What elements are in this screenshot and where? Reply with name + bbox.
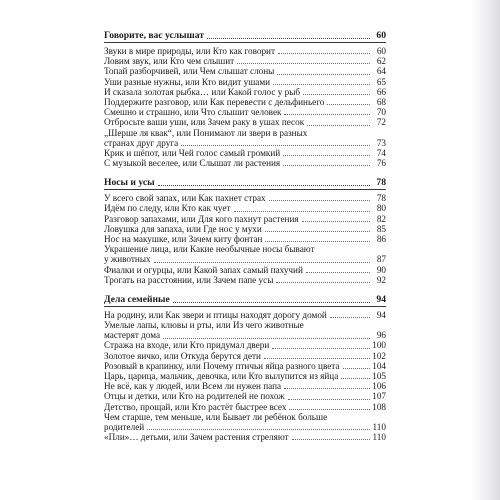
toc-entry[interactable] [104, 341, 386, 351]
toc-entry[interactable] [104, 351, 386, 361]
entry-page-number: 100 [372, 340, 386, 351]
toc-entry[interactable] [104, 422, 386, 432]
entry-title: Умелые лапы, клювы и рты, или Из чего животные [104, 320, 304, 331]
dot-leader [343, 368, 370, 369]
entry-title: Розовый в крапинку, или Почему птичьи яйца разного цвета [104, 360, 340, 371]
toc-entry[interactable] [104, 224, 386, 234]
toc-entry[interactable] [104, 117, 386, 127]
entry-title: Детство, прощай, или Кто растёт быстрее всех [104, 401, 287, 412]
toc-entry[interactable] [104, 138, 386, 148]
toc-entry[interactable] [104, 330, 386, 340]
entry-page-number: 73 [376, 137, 386, 148]
toc-entry[interactable] [104, 402, 386, 412]
dot-leader [292, 439, 370, 440]
entry-title: Уши разные нужны, или Кто видит ушами [104, 76, 271, 87]
dot-leader [272, 348, 370, 349]
entry-title: Трогать на расстоянии, или Зачем папе усы [104, 274, 274, 285]
toc-entry[interactable] [104, 203, 386, 213]
entry-title: Смешно и страшно, или Что слышит человек [104, 107, 282, 118]
section-title: Дела семейные [104, 293, 170, 305]
toc-entry[interactable] [104, 234, 386, 244]
toc-entry[interactable] [104, 87, 386, 97]
toc-entry[interactable] [104, 46, 386, 56]
dot-leader [277, 74, 370, 75]
dot-leader [303, 94, 370, 95]
entry-title: Топай разборчивей, или Чем слышат слоны [104, 66, 275, 77]
section-heading[interactable] [104, 294, 386, 305]
page-edge-shadow [472, 0, 500, 500]
entry-title: И сказала золотая рыбка… или Какой голос у рыб [104, 86, 301, 97]
entry-title: Фиалки и огурцы, или Какой запах самый пахучий [104, 264, 303, 275]
dot-leader [276, 282, 370, 283]
entry-page-number: 80 [376, 203, 386, 214]
entry-page-number: 65 [376, 76, 386, 87]
entry-page-number: 110 [372, 421, 386, 432]
toc-entry[interactable] [104, 107, 386, 117]
entry-page-number: 62 [376, 56, 386, 67]
toc-entry[interactable] [104, 148, 386, 158]
toc-entry-line[interactable] [104, 244, 386, 254]
section-page-number: 94 [376, 293, 386, 305]
dot-leader [269, 200, 370, 201]
entry-title: Чем старше, тем меньше, или Бывает ли ребёнок больше [104, 411, 328, 422]
toc-entry[interactable] [104, 391, 386, 401]
section-title: Говорите, вас услышат [104, 30, 204, 41]
toc-entry[interactable] [104, 381, 386, 391]
section-rule [104, 42, 386, 43]
entry-page-number: 82 [376, 213, 386, 224]
dot-leader [283, 165, 370, 166]
section-page-number: 60 [376, 30, 386, 41]
dot-leader [181, 145, 370, 146]
entry-page-number: 86 [376, 233, 386, 244]
entry-page-number: 108 [372, 401, 386, 412]
toc-entry[interactable] [104, 265, 386, 275]
toc-entry[interactable] [104, 361, 386, 371]
dot-leader [288, 399, 370, 400]
entry-title: На родину, или Как звери и птицы находят дорогу домой [104, 309, 327, 320]
entry-title: Украшение лица, или Какие необычные носы бывают [104, 244, 315, 255]
section-gap [104, 168, 386, 177]
dot-leader [234, 211, 371, 212]
section-title: Носы и усы [104, 177, 155, 189]
entry-page-number: 70 [376, 107, 386, 118]
dot-leader [278, 53, 370, 54]
entry-page-number: 104 [372, 360, 386, 371]
entry-title-continued: странах друг друга [104, 137, 179, 148]
entry-title: Стража на входе, или Кто придумал двери [104, 340, 270, 351]
dot-leader [207, 38, 370, 39]
toc-entry[interactable] [104, 158, 386, 168]
toc-entry[interactable] [104, 56, 386, 66]
entry-title: У всего свой запах, или Как пахнет страх [104, 193, 266, 204]
toc-entry[interactable] [104, 254, 386, 264]
dot-leader [237, 63, 370, 64]
entry-title: Не всё, как у людей, или Всем ли нужен папа [104, 381, 282, 392]
section-heading[interactable] [104, 30, 386, 41]
toc-entry[interactable] [104, 310, 386, 320]
toc-section [104, 177, 386, 285]
toc-section [104, 294, 386, 442]
entry-title: Крик и шёпот, или Чей голос самый громкий [104, 147, 281, 158]
entry-page-number: 90 [376, 264, 386, 275]
entry-page-number: 94 [376, 309, 386, 320]
entry-page-number: 74 [376, 147, 386, 158]
toc-entry[interactable] [104, 371, 386, 381]
entry-page-number: 64 [376, 66, 386, 77]
entry-title: Золотое яичко, или Откуда берутся дети [104, 350, 261, 361]
entry-page-number: 102 [372, 350, 386, 361]
entry-title: „Шерше ля квак“, или Понимают ли звери в разных [104, 127, 308, 138]
dot-leader [327, 104, 370, 105]
entry-page-number: 60 [376, 45, 386, 56]
toc-entry-line[interactable] [104, 128, 386, 138]
dot-leader [154, 262, 370, 263]
section-gap [104, 285, 386, 294]
entry-page-number: 107 [372, 391, 386, 402]
entry-title: Отбросьте ваши уши, или Зачем раку в ушах песок [104, 117, 305, 128]
dot-leader [173, 302, 370, 303]
section-rule [104, 306, 386, 307]
toc-entry[interactable] [104, 193, 386, 203]
dot-leader [284, 388, 370, 389]
entry-title-continued: у животных [104, 254, 151, 265]
dot-leader [264, 358, 370, 359]
section-page-number: 78 [376, 177, 386, 189]
dot-leader [158, 185, 370, 186]
dot-leader [284, 114, 370, 115]
section-heading[interactable] [104, 177, 386, 188]
entry-page-number: 105 [372, 371, 386, 382]
entry-page-number: 106 [372, 381, 386, 392]
entry-title: С музыкой веселее, или Слышат ли растения [104, 158, 281, 169]
toc-section [104, 30, 386, 168]
toc-entry[interactable] [104, 214, 386, 224]
entry-title: Звуки в мире природы, или Кто как говорит [104, 45, 275, 56]
dot-leader [306, 272, 370, 273]
entry-title-continued: мастерят дома [104, 330, 161, 341]
entry-title: Нос на макушке, или Зачем киту фонтан [104, 233, 263, 244]
dot-leader [289, 409, 370, 410]
toc-entry[interactable] [104, 432, 386, 442]
dot-leader [265, 231, 370, 232]
entry-page-number: 78 [376, 193, 386, 204]
entry-title: Ловим звук, или Кто чем слышит [104, 56, 235, 67]
toc-entry[interactable] [104, 66, 386, 76]
entry-title: Ловушка для запаха, или Где нос у мухи [104, 223, 262, 234]
dot-leader [330, 317, 370, 318]
toc-entry-line[interactable] [104, 412, 386, 422]
entry-title: Поддержите разговор, или Как перевести с дельфиньего [104, 96, 325, 107]
section-rule [104, 189, 386, 190]
entry-page-number: 96 [376, 330, 386, 341]
dot-leader [273, 84, 370, 85]
entry-title: «Пли»… детьми, или Зачем растения стреляют [104, 432, 289, 443]
dot-leader [302, 221, 370, 222]
dot-leader [283, 155, 370, 156]
entry-title-continued: родителей [104, 421, 145, 432]
entry-title: Царь, царица, мальчик, девочка, или Кто вылупится из яйца [104, 371, 339, 382]
entry-page-number: 66 [376, 86, 386, 97]
entry-page-number: 72 [376, 117, 386, 128]
dot-leader [147, 429, 370, 430]
dot-leader [265, 241, 370, 242]
entry-page-number: 110 [372, 432, 386, 443]
toc-entry[interactable] [104, 275, 386, 285]
toc-entry[interactable] [104, 77, 386, 87]
table-of-contents [104, 30, 386, 442]
dot-leader [341, 378, 370, 379]
toc-entry[interactable] [104, 97, 386, 107]
entry-page-number: 87 [376, 254, 386, 265]
entry-page-number: 92 [376, 274, 386, 285]
dot-leader [163, 338, 370, 339]
entry-page-number: 68 [376, 96, 386, 107]
entry-page-number: 76 [376, 158, 386, 169]
entry-title: Идём по следу, или Кто как чует [104, 203, 231, 214]
entry-page-number: 85 [376, 223, 386, 234]
entry-title: Разговор запахами, или Для кого пахнут растения [104, 213, 299, 224]
dot-leader [307, 125, 370, 126]
entry-title: Отцы и детки, или Кто на родителей не похож [104, 391, 285, 402]
toc-entry-line[interactable] [104, 320, 386, 330]
